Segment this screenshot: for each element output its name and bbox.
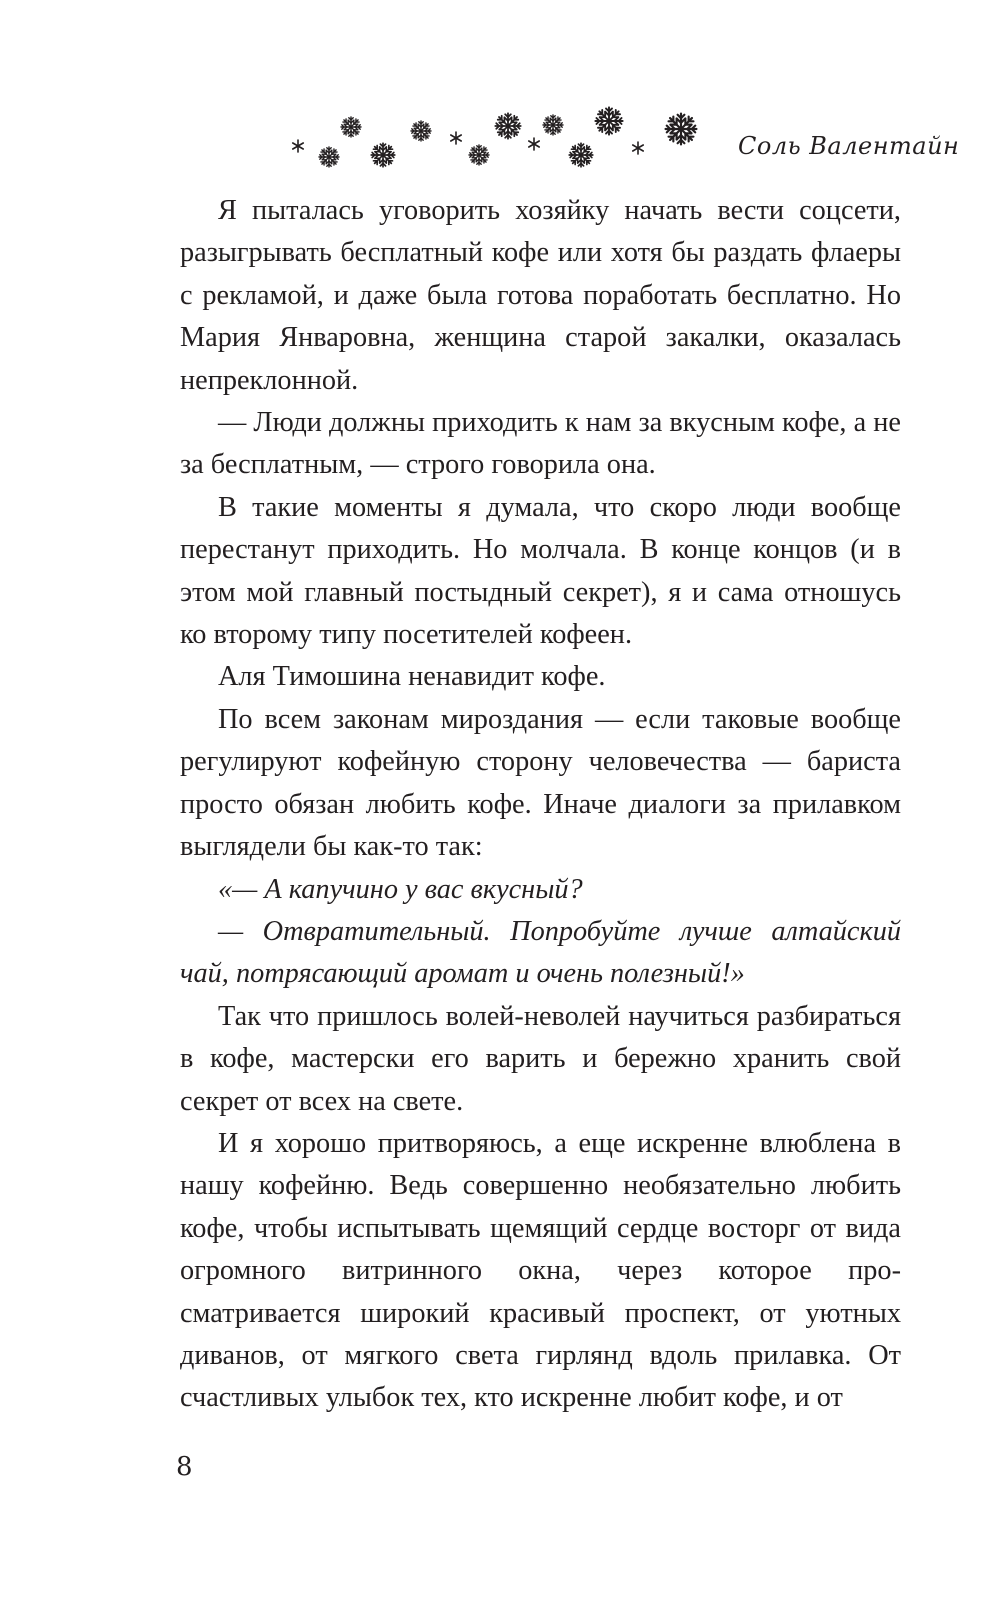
paragraph: И я хорошо притворяюсь, а еще искренне влюблена в нашу кофейню. Ведь совершенно необязательно любить кофе, чтобы испытывать щемящий сердце восторг от вида огромного витринного окна, через которое просматривается широкий красивый проспект, от уютных диванов, от мягкого света гирлянд вдоль прилавка. От счастливых улыбок тех, кто искренне любит кофе, и от	[180, 1127, 901, 1414]
paragraph-italic: «— А капучино у вас вкусный?	[218, 873, 583, 905]
star-icon	[290, 138, 306, 154]
paragraph: По всем законам мироздания — если таковые вообще регулируют кофейную сторону человечества — бариста просто обязан любить кофе. Иначе диалоги за прилавком выглядели бы как-то так:	[180, 703, 901, 863]
snowflake-icon	[664, 112, 698, 146]
snowflake-icon	[568, 142, 594, 168]
snowflake-icon	[410, 120, 432, 142]
body-text	[180, 190, 901, 1420]
snowflake-icon	[494, 112, 522, 140]
page-number: 8	[176, 1452, 193, 1482]
snowflake-icon	[370, 142, 396, 168]
running-head-author: Соль Валентайн	[738, 132, 960, 160]
snowflake-icon	[468, 144, 490, 166]
paragraph: Так что пришлось волей-неволей научиться разбираться в кофе, мастерски его варить и бережно хранить свой секрет от всех на свете.	[180, 1000, 901, 1117]
star-icon	[630, 140, 646, 156]
snowflake-icon	[340, 116, 362, 138]
snowflake-icon	[542, 114, 564, 136]
paragraph: В такие моменты я думала, что скоро люди вообще перестанут приходить. Но молчала. В конце концов (и в этом мой главный постыдный секрет), я и сама отношусь ко второму типу посетителей кофеен.	[180, 491, 901, 651]
paragraph: Я пыталась уговорить хозяйку начать вести соцсети, разыгрывать бесплатный кофе или хотя бы раздать флаеры с рекламой, и даже была готова поработать бесплатно. Но Мария Январовна, женщина старой закалки, оказалась непреклонной.	[180, 195, 901, 396]
snowflake-icon	[318, 146, 340, 168]
star-icon	[526, 136, 542, 152]
paragraph: — Люди должны приходить к нам за вкусным кофе, а не за бесплатным, — строго говорила она.	[180, 407, 901, 481]
snowflake-icon	[594, 106, 624, 136]
paragraph-italic: — Отвратительный. Попробуйте лучше алтайский чай, потрясающий аромат и очень полезный!»	[180, 915, 901, 990]
paragraph: Аля Тимошина ненавидит кофе.	[218, 661, 606, 693]
star-icon	[448, 130, 464, 146]
